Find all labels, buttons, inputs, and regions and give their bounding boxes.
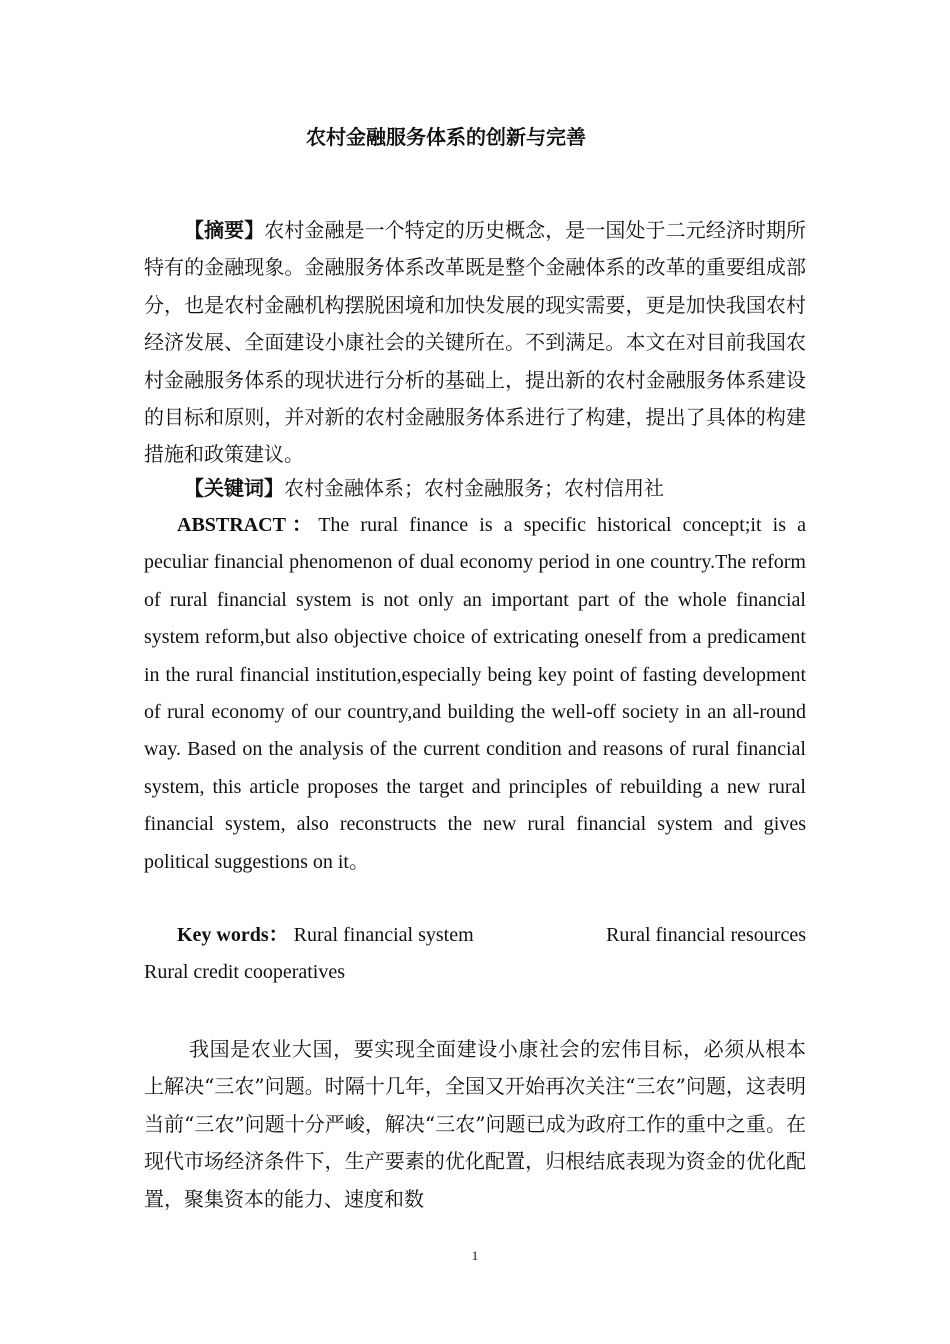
english-abstract-label: ABSTRACT： — [177, 514, 319, 536]
chinese-keywords-label: 【关键词】 — [184, 476, 284, 500]
english-abstract-text: The rural finance is a specific historical concept;it is a peculiar financial phenomenon of dual economy period in one country.The reform of rural financial system is not only an important part of the whole financial system reform,but also objective choice of extricating oneself from a predicament in the rural financial institution,especially being key point of fasting development of rural economy of our country,and building the well-off society in an all-round way. Based on the analysis of the current condition and reasons of rural financial system, this article proposes the target and principles of rebuilding a new rural financial system, also reconstructs the new rural financial system and gives political suggestions on it。 — [144, 514, 806, 873]
document-title: 农村金融服务体系的创新与完善 — [306, 125, 586, 149]
chinese-abstract-text: 农村金融是一个特定的历史概念，是一国处于二元经济时期所特有的金融现象。金融服务体系改革既是整个金融体系的改革的重要组成部分，也是农村金融机构摆脱困境和加快发展的现实需要，更是加快我国农村经济发展、全面建设小康社会的关键所在。不到满足。本文在对目前我国农村金融服务体系的现状进行分析的基础上，提出新的农村金融服务体系建设的目标和原则，并对新的农村金融服务体系进行了构建，提出了具体的构建措施和政策建议。 — [144, 218, 807, 467]
english-keywords-label: Key words： — [177, 924, 289, 946]
chinese-abstract — [144, 212, 806, 474]
english-keywords-first-line — [144, 917, 474, 954]
page-number: 1 — [471, 1248, 479, 1263]
english-keyword: Rural financial resources — [606, 924, 806, 946]
chinese-abstract-label: 【摘要】 — [184, 218, 265, 242]
english-keyword: Rural financial system — [293, 924, 474, 946]
english-keywords-row — [144, 917, 806, 954]
chinese-keywords-text: 农村金融体系；农村金融服务；农村信用社 — [284, 476, 664, 500]
english-keyword: Rural credit cooperatives — [144, 961, 346, 984]
english-keywords — [144, 917, 806, 992]
introduction-paragraph: 我国是农业大国，要实现全面建设小康社会的宏伟目标，必须从根本上解决“三农”问题。时隔十几年，全国又开始再次关注“三农”问题，这表明当前“三农”问题十分严峻，解决“三农”问题已成为政府工作的重中之重。在现代市场经济条件下，生产要素的优化配置，归根结底表现为资金的优化配置，聚集资本的能力、速度和数 — [144, 1037, 806, 1211]
english-abstract — [144, 507, 806, 881]
chinese-keywords — [144, 470, 806, 507]
